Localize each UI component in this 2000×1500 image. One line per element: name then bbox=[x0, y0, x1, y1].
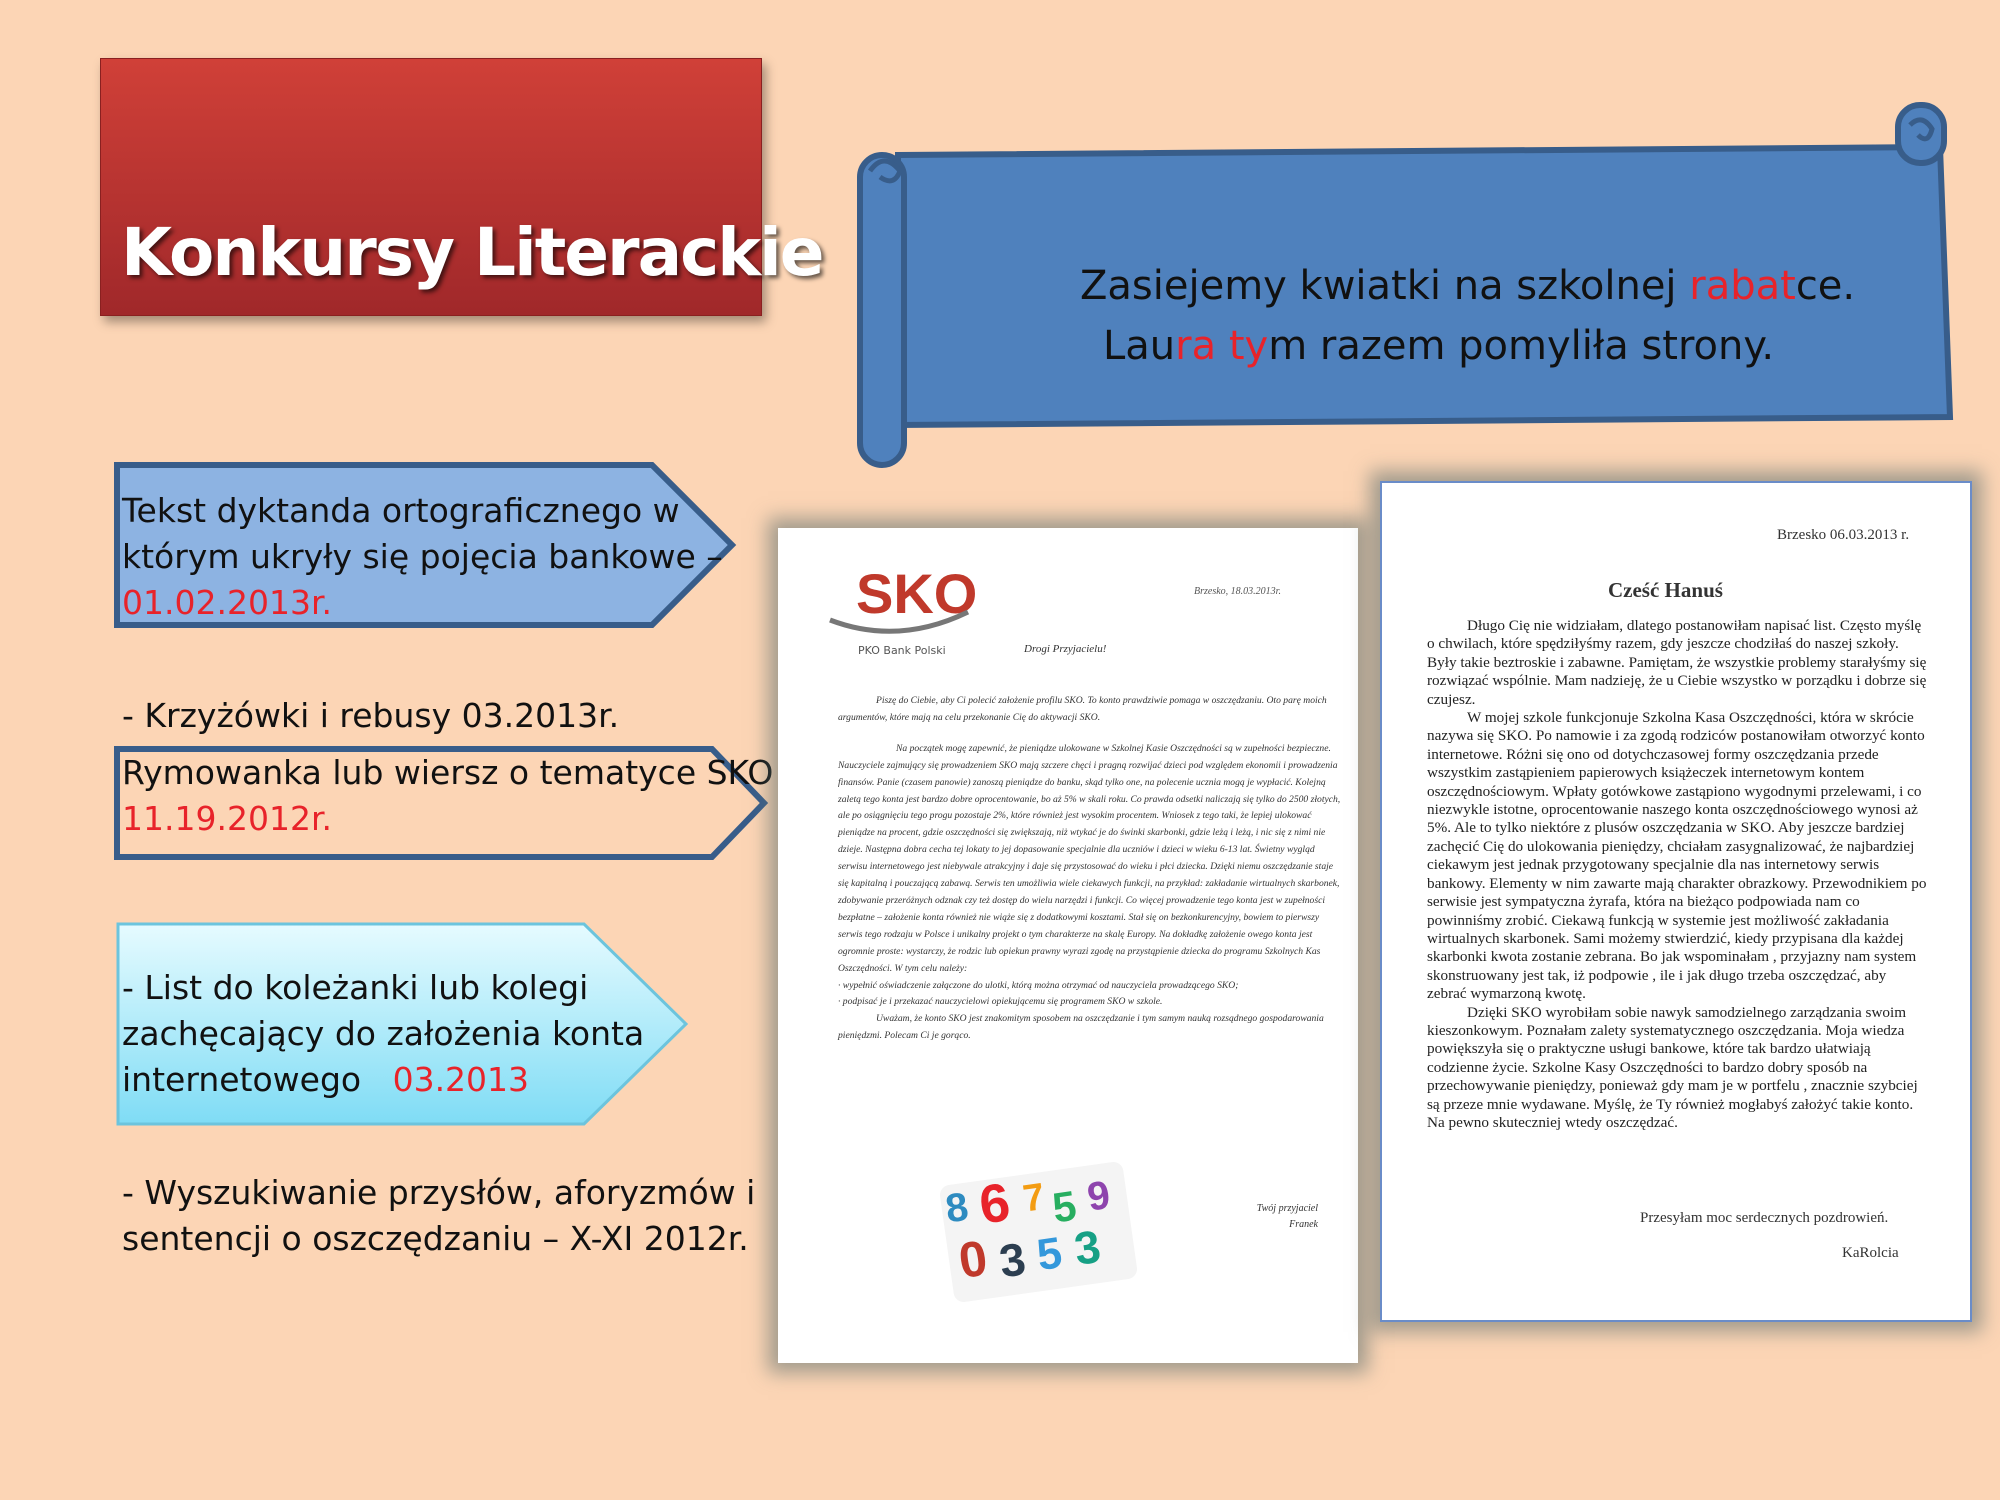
bank-name: PKO Bank Polski bbox=[858, 644, 946, 657]
item-rymowanka: Rymowanka lub wiersz o tematyce SKO 11.19.2012r. bbox=[122, 753, 774, 838]
sko-logo-icon bbox=[828, 558, 978, 638]
item-dyktando: Tekst dyktanda ortograficznego w którym ukryły się pojęcia bankowe – 01.02.2013r. bbox=[122, 491, 723, 622]
sko-greeting: Drogi Przyjacielu! bbox=[1024, 643, 1107, 655]
letter-hanus bbox=[1380, 481, 1972, 1322]
item-przyslowia: - Wyszukiwanie przysłów, aforyzmów i sentencji o oszczędzaniu – X-XI 2012r. bbox=[122, 1173, 756, 1258]
item-krzyzowki: - Krzyżówki i rebusy 03.2013r. bbox=[122, 696, 620, 735]
slide-title: Konkursy Literackie bbox=[121, 214, 823, 291]
hanus-heading: Cześć Hanuś bbox=[1608, 578, 1723, 602]
title-banner bbox=[100, 58, 823, 316]
sko-closing: Twój przyjaciel Franek bbox=[1256, 1203, 1318, 1230]
scroll-line-1: Zasiejemy kwiatki na szkolnej rabatce. bbox=[1080, 263, 1856, 309]
sko-letter-body: Piszę do Ciebie, aby Ci polecić założenie profilu SKO. To konto prawdziwie pomaga w oszczędzaniu. Oto parę moich argumentów, które mają na celu przekonanie Cię do aktywacji SKO. Na początek mogę zapewnić, że pieniądze ulokowane w Szkolnej Kasie Oszczędności są w zupełności bezpieczne. Nauczyciele zajmujący się prowadzeniem SKO mają szczere chęci i pragną rozwijać dzieci pod względem ekonomii i prowadzenia finansów. Panie (czasem panowie) zanoszą pieniądze do banku, skąd tylko one, na polecenie ucznia mogą je wypłacić. Kolejną zaletą tego konta jest bardzo dobre oprocentowanie, bo aż 5% w skali roku. Co prawda odsetki naliczają się tylko do 2500 złotych, ale po osiągnięciu tego progu pozostaje 2%, które również jest wysokim procentem. Wniosek z tego taki, że lepiej ulokować pieniądze na procent, gdzie oszczędności się zwiększają, niż wtykać je do świnki skarbonki, gdzie leżą i leżą, i nic się z nimi nie dzieje. Następna dobra cecha tej lokaty to jej dopasowanie specjalnie dla uczniów i dzieci w wieku 6-13 lat. Świetny wygląd serwisu internetowego jest niebywale atrakcyjny i daje się przystosować do wieku i płci dziecka. Dzięki niemu oszczędzanie staje się kapitalną i pouczającą zabawą. Serwis ten umożliwia wiele ciekawych funkcji, na przykład: zakładanie wirtualnych skarbonek, zdobywanie przeróżnych odznak czy też dostęp do wielu narzędzi i funkcji. Co więcej prowadzenie tego konta jest w zupełności bezpłatne – założenie konta również nie wiąże się z dodatkowymi kosztami. Stał się on bezkonkurencyjny, bowiem to pierwszy serwis tego rodzaju w Polsce i unikalny projekt o tym charakterze na skalę Europy. Na dokładkę założenie owego konta jest ogromnie proste: wystarczy, że rodzic lub opiekun prawny wyrazi zgodę na przystąpienie dziecka do programu Szkolnych Kas Oszczędności. W tym celu należy: · wypełnić oświadczenie załączone do ulotki, którą można otrzymać od nauczyciela prowadzącego SKO; · podpisać je i przekazać nauczycielowi opiekującemu się programem SKO w szkole. Uważam, że konto SKO jest znakomitym sposobem na oszczędzanie i tym samym nauką rozsądnego gospodarowania pieniędzmi. Polecam Ci je gorąco. bbox=[838, 695, 1341, 1042]
letter-sko bbox=[778, 528, 1358, 1363]
sko-card-icon: 8 6 7 5 9 0 3 5 3 bbox=[939, 1161, 1139, 1304]
sko-letter-date: Brzesko, 18.03.2013r. bbox=[1194, 586, 1281, 597]
scroll-line-2: Laura tym razem pomyliła strony. bbox=[1103, 323, 1775, 369]
hanus-letter-body: Długo Cię nie widziałam, dlatego postanowiłam napisać list. Często myślę o chwilach, które spędziłyśmy razem, gdy jeszcze chodziłaś do naszej szkoły. Były takie beztroskie i zabawne. Pamiętam, że wszystkie problemy starałyśmy się rozwiązać wspólnie. Mam nadzieję, że u Ciebie wszystko w porządku i dobrze się czujesz. W mojej szkole funkcjonuje Szkolna Kasa Oszczędności, która w skrócie nazywa się SKO. Po namowie i za zgodą rodziców postanowiłam otworzyć konto internetowe. Różni się ono od dotychczasowej formy oszczędzania przede wszystkim zastąpieniem papierowych książeczek internetowym kontem oszczędnościowym. Wpłaty gotówkowe zastąpiono wygodnymi przelewami, i co niezwykle istotne, oprocentowanie naszego konta oszczędnościowego wynosi aż 5%. Ale to tylko niektóre z plusów oszczędzania w SKO. Aby jeszcze bardziej zachęcić Cię do ulokowania pieniędzy, chciałam zasygnalizować, że najbardziej ciekawym jest jednak przygotowany specjalnie dla nas internetowy serwis bankowy. Elementy w nim zawarte mają charakter obrazkowy. Przewodnikiem po serwisie jest sympatyczna żyrafa, która na bieżąco podpowiada nam co powinniśmy zrobić. Ciekawą funkcją w systemie jest możliwość zakładania wirtualnych skarbonek. Sami możemy stwierdzić, kiedy przypisana dla każdej skarbonki kwota zostanie zebrana. Bo jak wspominałam , przyjazny nam system skonstruowany jest tak, iż podpowie , ile i jak długo trzeba oszczędzać, aby zebrać wymarzoną kwotę. Dzięki SKO wyrobiłam sobie nawyk samodzielnego zarządzania swoim kieszonkowym. Poznałam zalety systematycznego oszczędzania. Moja wiedza powiększyła się o praktyczne usługi bankowe, które tak bardzo ułatwiają codzienne życie. Szkolne Kasy Oszczędności to bardzo dobry sposób na przechowywanie pieniędzy, ponieważ gdy mam je w portfelu , znacznie szybciej są przeze mnie wydawane. Myślę, że Ty również mogłabyś założyć takie konto. Na pewno skuteczniej wtedy oszczędzać. bbox=[1427, 617, 1927, 1131]
hanus-signature: KaRolcia bbox=[1842, 1245, 1899, 1261]
hanus-letter-date: Brzesko 06.03.2013 r. bbox=[1777, 527, 1910, 543]
item-list: - List do koleżanki lub kolegi zachęcający do założenia konta internetowego 03.2013 bbox=[122, 968, 645, 1099]
hanus-closing: Przesyłam moc serdecznych pozdrowień. bbox=[1640, 1210, 1889, 1226]
sko-logo-text: SKO bbox=[856, 562, 978, 625]
